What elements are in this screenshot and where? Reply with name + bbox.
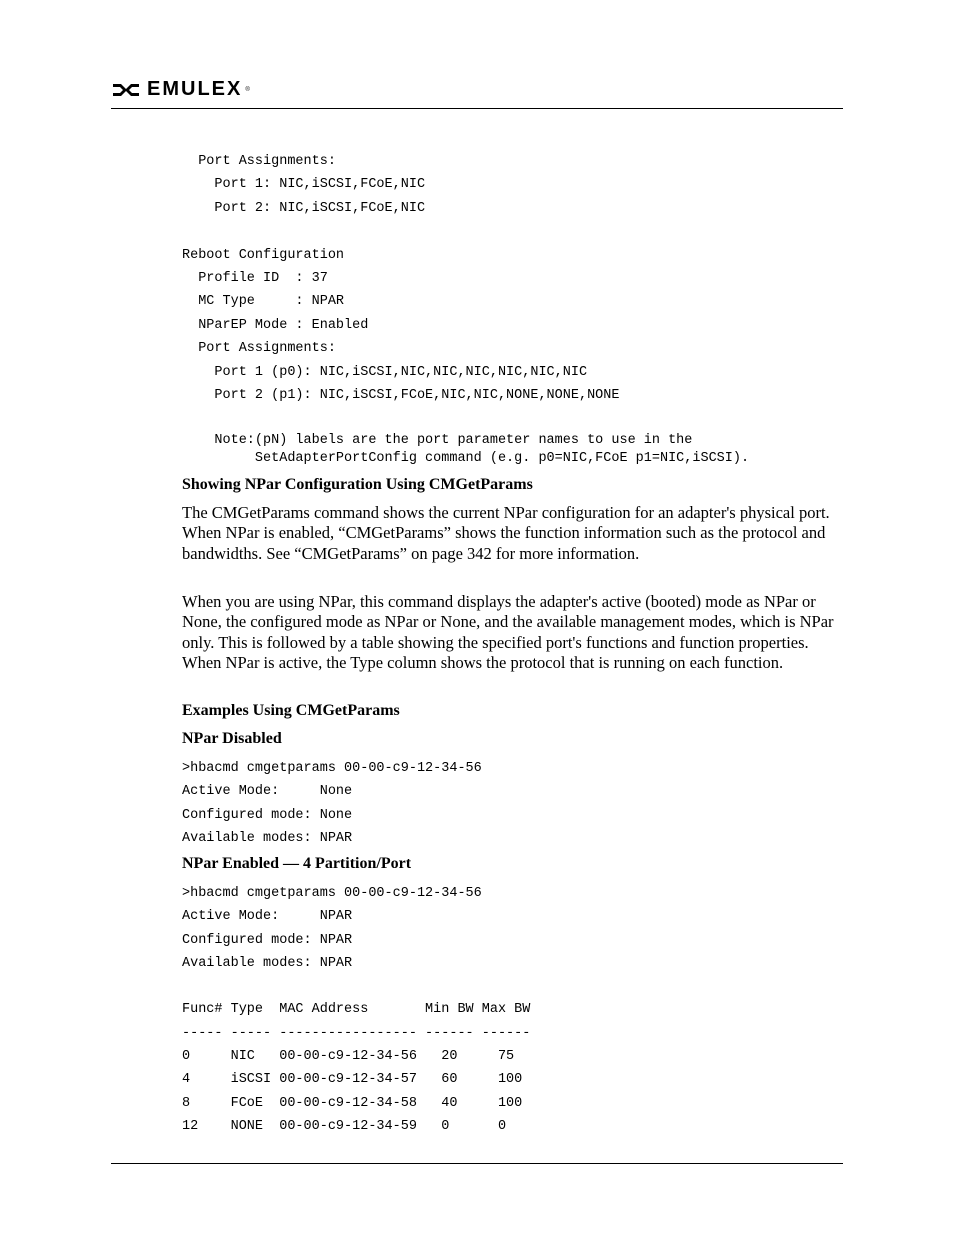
trademark-mark: ®: [245, 86, 250, 93]
footer-rule: [111, 1163, 843, 1164]
paragraph-1: The CMGetParams command shows the current NPar configuration for an adapter's physical port. When NPar is enabled, “CMGetParams” shows the function information such as the protocol and bandwidths. See “CMGetParams” on page 342 for more information.: [182, 503, 830, 563]
section-heading: Showing NPar Configuration Using CMGetParams: [182, 476, 533, 493]
examples-heading: Examples Using CMGetParams: [182, 702, 400, 719]
npar-enabled-heading: NPar Enabled — 4 Partition/Port: [182, 855, 412, 872]
emulex-logo-mark-icon: [111, 81, 141, 99]
port-note: Note:(pN) labels are the port parameter names to use in the SetAdapterPortConfig command (e.g. p0=NIC,FCoE p1=NIC,iSCSI).: [214, 433, 750, 466]
npar-disabled-heading: NPar Disabled: [182, 730, 282, 747]
brand-name: EMULEX: [147, 78, 243, 100]
header-rule: [111, 108, 843, 109]
page-header: [111, 78, 250, 102]
emulex-logo: [111, 78, 250, 101]
npar-enabled-code: >hbacmd cmgetparams 00-00-c9-12-34-56 Active Mode: NPAR Configured mode: NPAR Available modes: NPAR Func# Type MAC Address Min BW Max BW ----- ----- ----------------- ------ ------ 0 NIC 00-00-c9-12-34-56 20 75 4 iSCSI 00-00-c9-12-34-57 60 100 8 FCoE 00-00-c9-12-34-58 40 100 12 NONE 00-00-c9-12-34-59 0 0: [182, 886, 531, 1134]
paragraph-2: When you are using NPar, this command displays the adapter's active (booted) mode as NPar or None, the configured mode as NPar or None, and the available management modes, which is NPar only. This is followed by a table showing the specified port's functions and function properties. When NPar is active, the Type column shows the protocol that is running on each function.: [182, 592, 834, 672]
reboot-config-code: Port Assignments: Port 1: NIC,iSCSI,FCoE,NIC Port 2: NIC,iSCSI,FCoE,NIC Reboot Configuration Profile ID : 37 MC Type : NPAR NParEP Mode : Enabled Port Assignments: Port 1 (p0): NIC,iSCSI,NIC,NIC,NIC,NIC,NIC,NIC Port 2 (p1): NIC,iSCSI,FCoE,NIC,NIC,NONE,NONE,NONE: [182, 154, 620, 404]
npar-disabled-code: >hbacmd cmgetparams 00-00-c9-12-34-56 Active Mode: None Configured mode: None Available modes: NPAR: [182, 761, 482, 846]
